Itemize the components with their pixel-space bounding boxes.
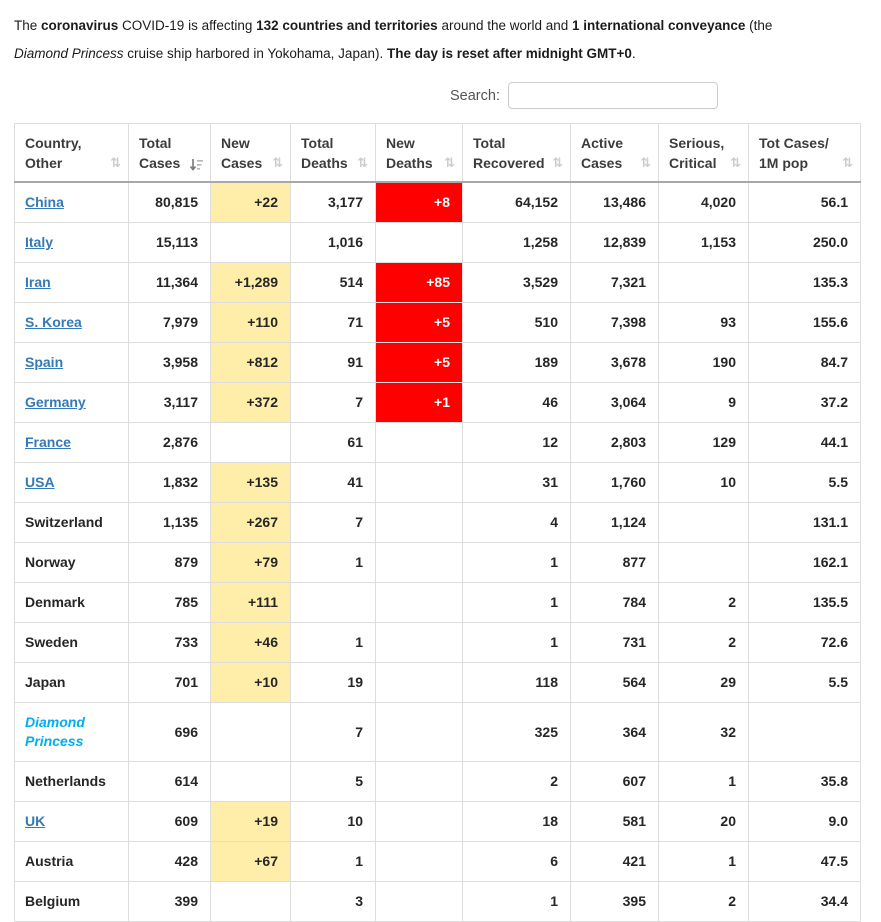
cell-total_recovered: 12	[463, 423, 571, 463]
cell-country	[15, 583, 129, 623]
cell-total_recovered: 1,258	[463, 223, 571, 263]
cell-tot_cases_1m: 37.2	[749, 383, 861, 423]
intro-segment: cruise ship harbored in Yokohama, Japan).	[123, 46, 387, 61]
table-row	[15, 663, 861, 703]
cell-serious_critical: 1	[659, 842, 749, 882]
column-header-label: Critical	[669, 155, 717, 171]
country-label: Norway	[25, 554, 76, 570]
cell-serious_critical: 129	[659, 423, 749, 463]
table-row	[15, 423, 861, 463]
country-link[interactable]: Iran	[25, 274, 51, 290]
cell-serious_critical: 9	[659, 383, 749, 423]
cell-tot_cases_1m: 72.6	[749, 623, 861, 663]
cell-total_deaths: 61	[291, 423, 376, 463]
cell-total_recovered: 2	[463, 762, 571, 802]
cell-total_recovered: 4	[463, 503, 571, 543]
country-link[interactable]: China	[25, 194, 64, 210]
intro-segment: 1 international conveyance	[572, 18, 746, 33]
covid-stats-table	[14, 123, 861, 922]
cell-new_deaths	[376, 423, 463, 463]
column-header-country[interactable]	[15, 124, 129, 183]
column-header-label: Active	[581, 135, 624, 151]
cell-new_deaths	[376, 623, 463, 663]
cell-new_cases: +19	[211, 802, 291, 842]
cell-new_cases: +110	[211, 303, 291, 343]
cell-total_deaths: 41	[291, 463, 376, 503]
ship-link[interactable]: Diamond Princess	[25, 714, 85, 749]
column-header-label: Cases	[139, 155, 181, 171]
table-row	[15, 703, 861, 762]
column-header-label: Total	[301, 135, 334, 151]
intro-segment: around the world and	[437, 18, 573, 33]
cell-serious_critical: 4,020	[659, 182, 749, 223]
cell-new_cases: +267	[211, 503, 291, 543]
intro-text	[14, 12, 774, 68]
cell-total_cases: 614	[129, 762, 211, 802]
search-row	[450, 82, 867, 109]
country-link[interactable]: Italy	[25, 234, 54, 250]
cell-serious_critical: 29	[659, 663, 749, 703]
cell-total_recovered: 3,529	[463, 263, 571, 303]
intro-segment: coronavirus	[41, 18, 119, 33]
table-row	[15, 182, 861, 223]
cell-total_cases: 11,364	[129, 263, 211, 303]
table-row	[15, 623, 861, 663]
cell-tot_cases_1m: 35.8	[749, 762, 861, 802]
intro-segment: Diamond Princess	[14, 46, 124, 61]
cell-total_recovered: 31	[463, 463, 571, 503]
column-header-label: Serious,	[669, 135, 725, 151]
cell-active_cases: 395	[571, 882, 659, 922]
cell-active_cases: 364	[571, 703, 659, 762]
search-label: Search:	[450, 87, 500, 104]
column-header-label: New	[221, 135, 250, 151]
table-header	[15, 124, 861, 183]
cell-total_cases: 2,876	[129, 423, 211, 463]
cell-total_deaths: 7	[291, 383, 376, 423]
sort-both-icon: ⇅	[552, 156, 563, 171]
cell-total_cases: 879	[129, 543, 211, 583]
cell-total_recovered: 1	[463, 623, 571, 663]
column-header-label: Cases	[221, 155, 263, 171]
cell-serious_critical: 10	[659, 463, 749, 503]
cell-tot_cases_1m: 5.5	[749, 463, 861, 503]
cell-total_deaths: 5	[291, 762, 376, 802]
cell-total_deaths: 19	[291, 663, 376, 703]
cell-new_deaths: +85	[376, 263, 463, 303]
column-header-new_cases[interactable]	[211, 124, 291, 183]
cell-serious_critical: 190	[659, 343, 749, 383]
cell-total_cases: 80,815	[129, 182, 211, 223]
cell-active_cases: 13,486	[571, 182, 659, 223]
cell-new_deaths	[376, 583, 463, 623]
cell-tot_cases_1m: 47.5	[749, 842, 861, 882]
country-label: Austria	[25, 853, 74, 869]
sort-both-icon: ⇅	[640, 156, 651, 171]
column-header-label: Tot Cases/	[759, 135, 829, 151]
country-link[interactable]: Germany	[25, 394, 86, 410]
cell-new_cases	[211, 762, 291, 802]
sort-both-icon: ⇅	[842, 156, 853, 171]
cell-active_cases: 2,803	[571, 423, 659, 463]
column-header-new_deaths[interactable]	[376, 124, 463, 183]
cell-tot_cases_1m: 162.1	[749, 543, 861, 583]
cell-country	[15, 463, 129, 503]
cell-serious_critical: 20	[659, 802, 749, 842]
cell-tot_cases_1m	[749, 703, 861, 762]
cell-total_deaths: 71	[291, 303, 376, 343]
cell-serious_critical: 1	[659, 762, 749, 802]
cell-new_cases	[211, 882, 291, 922]
sort-both-icon: ⇅	[730, 156, 741, 171]
cell-total_deaths: 1,016	[291, 223, 376, 263]
cell-new_cases	[211, 423, 291, 463]
cell-tot_cases_1m: 56.1	[749, 182, 861, 223]
cell-active_cases: 784	[571, 583, 659, 623]
column-header-label: Cases	[581, 155, 623, 171]
cell-new_deaths	[376, 463, 463, 503]
cell-total_recovered: 6	[463, 842, 571, 882]
cell-country	[15, 663, 129, 703]
table-row	[15, 802, 861, 842]
cell-total_deaths: 7	[291, 503, 376, 543]
cell-new_deaths	[376, 223, 463, 263]
cell-new_deaths	[376, 802, 463, 842]
cell-total_recovered: 1	[463, 543, 571, 583]
column-header-label: Deaths	[386, 155, 433, 171]
country-link[interactable]: France	[25, 434, 71, 450]
cell-country	[15, 383, 129, 423]
cell-country	[15, 543, 129, 583]
table-row	[15, 842, 861, 882]
sort-both-icon: ⇅	[444, 156, 455, 171]
country-link[interactable]: S. Korea	[25, 314, 82, 330]
cell-total_deaths: 1	[291, 543, 376, 583]
cell-new_deaths	[376, 762, 463, 802]
cell-active_cases: 3,678	[571, 343, 659, 383]
cell-tot_cases_1m: 135.3	[749, 263, 861, 303]
cell-total_recovered: 18	[463, 802, 571, 842]
cell-new_cases: +67	[211, 842, 291, 882]
column-header-label: Other	[25, 155, 63, 171]
column-header-total_recovered[interactable]	[463, 124, 571, 183]
main-page	[0, 12, 881, 922]
intro-segment: 132 countries and territories	[256, 18, 438, 33]
cell-total_cases: 785	[129, 583, 211, 623]
column-header-label: Recovered	[473, 155, 545, 171]
cell-new_cases: +135	[211, 463, 291, 503]
cell-active_cases: 7,398	[571, 303, 659, 343]
cell-total_cases: 733	[129, 623, 211, 663]
cell-tot_cases_1m: 84.7	[749, 343, 861, 383]
cell-serious_critical: 2	[659, 882, 749, 922]
cell-total_cases: 3,117	[129, 383, 211, 423]
cell-serious_critical	[659, 503, 749, 543]
cell-active_cases: 7,321	[571, 263, 659, 303]
cell-total_deaths: 3	[291, 882, 376, 922]
sort-both-icon: ⇅	[357, 156, 368, 171]
cell-tot_cases_1m: 44.1	[749, 423, 861, 463]
cell-new_cases: +812	[211, 343, 291, 383]
cell-active_cases: 3,064	[571, 383, 659, 423]
country-label: Sweden	[25, 634, 78, 650]
column-header-label: New	[386, 135, 415, 151]
column-header-total_deaths[interactable]	[291, 124, 376, 183]
cell-country	[15, 303, 129, 343]
cell-serious_critical	[659, 263, 749, 303]
cell-tot_cases_1m: 5.5	[749, 663, 861, 703]
cell-new_cases	[211, 223, 291, 263]
cell-country	[15, 842, 129, 882]
cell-total_cases: 701	[129, 663, 211, 703]
cell-total_cases: 1,135	[129, 503, 211, 543]
country-link[interactable]: Spain	[25, 354, 64, 370]
cell-total_recovered: 189	[463, 343, 571, 383]
cell-active_cases: 564	[571, 663, 659, 703]
cell-new_cases: +372	[211, 383, 291, 423]
cell-tot_cases_1m: 131.1	[749, 503, 861, 543]
cell-country	[15, 343, 129, 383]
cell-country	[15, 263, 129, 303]
country-label: Belgium	[25, 893, 81, 909]
cell-serious_critical: 2	[659, 583, 749, 623]
sort-both-icon: ⇅	[272, 156, 283, 171]
table-row	[15, 882, 861, 922]
cell-total_deaths: 514	[291, 263, 376, 303]
table-row	[15, 383, 861, 423]
cell-tot_cases_1m: 155.6	[749, 303, 861, 343]
search-input[interactable]	[508, 82, 718, 109]
cell-serious_critical: 32	[659, 703, 749, 762]
cell-new_cases: +10	[211, 663, 291, 703]
cell-total_deaths: 7	[291, 703, 376, 762]
cell-tot_cases_1m: 250.0	[749, 223, 861, 263]
column-header-label: Country,	[25, 135, 82, 151]
cell-active_cases: 731	[571, 623, 659, 663]
cell-country	[15, 623, 129, 663]
cell-new_deaths	[376, 503, 463, 543]
cell-total_deaths: 91	[291, 343, 376, 383]
intro-segment: .	[631, 46, 636, 61]
intro-segment: The day is reset after midnight GMT+0	[386, 46, 632, 61]
cell-new_cases: +111	[211, 583, 291, 623]
cell-total_recovered: 118	[463, 663, 571, 703]
cell-total_cases: 3,958	[129, 343, 211, 383]
cell-serious_critical	[659, 543, 749, 583]
table-row	[15, 303, 861, 343]
cell-new_deaths	[376, 703, 463, 762]
table-row	[15, 503, 861, 543]
cell-total_recovered: 1	[463, 882, 571, 922]
country-label: Netherlands	[25, 773, 106, 789]
column-header-label: 1M pop	[759, 155, 808, 171]
cell-total_cases: 609	[129, 802, 211, 842]
column-header-total_cases[interactable]	[129, 124, 211, 183]
cell-new_deaths: +5	[376, 303, 463, 343]
column-header-tot_cases_1m[interactable]	[749, 124, 861, 183]
cell-active_cases: 877	[571, 543, 659, 583]
intro-segment: COVID-19 is affecting	[118, 18, 257, 33]
table-row	[15, 543, 861, 583]
cell-country	[15, 703, 129, 762]
cell-total_cases: 696	[129, 703, 211, 762]
cell-new_deaths: +5	[376, 343, 463, 383]
cell-country	[15, 182, 129, 223]
cell-total_recovered: 1	[463, 583, 571, 623]
cell-new_deaths	[376, 543, 463, 583]
table-row	[15, 223, 861, 263]
cell-total_deaths: 1	[291, 842, 376, 882]
table-row	[15, 583, 861, 623]
cell-country	[15, 762, 129, 802]
cell-active_cases: 421	[571, 842, 659, 882]
cell-new_deaths	[376, 663, 463, 703]
country-label: Japan	[25, 674, 66, 690]
cell-total_cases: 7,979	[129, 303, 211, 343]
cell-country	[15, 223, 129, 263]
cell-new_deaths: +8	[376, 182, 463, 223]
column-header-serious_critical[interactable]	[659, 124, 749, 183]
cell-serious_critical: 2	[659, 623, 749, 663]
cell-new_cases: +1,289	[211, 263, 291, 303]
cell-total_cases: 15,113	[129, 223, 211, 263]
cell-total_deaths: 10	[291, 802, 376, 842]
country-link[interactable]: USA	[25, 474, 55, 490]
cell-total_deaths	[291, 583, 376, 623]
cell-total_deaths: 3,177	[291, 182, 376, 223]
column-header-label: Deaths	[301, 155, 348, 171]
cell-new_cases: +46	[211, 623, 291, 663]
intro-segment: (the	[745, 18, 773, 33]
cell-serious_critical: 93	[659, 303, 749, 343]
table-row	[15, 263, 861, 303]
cell-active_cases: 581	[571, 802, 659, 842]
column-header-label: Total	[473, 135, 506, 151]
cell-new_cases	[211, 703, 291, 762]
cell-total_recovered: 510	[463, 303, 571, 343]
cell-total_cases: 428	[129, 842, 211, 882]
cell-total_cases: 399	[129, 882, 211, 922]
sort-desc-icon	[189, 158, 204, 172]
country-label: Switzerland	[25, 514, 103, 530]
cell-active_cases: 607	[571, 762, 659, 802]
cell-total_recovered: 64,152	[463, 182, 571, 223]
column-header-label: Total	[139, 135, 172, 151]
cell-new_deaths	[376, 882, 463, 922]
cell-total_cases: 1,832	[129, 463, 211, 503]
cell-new_deaths	[376, 842, 463, 882]
intro-segment: The	[14, 18, 42, 33]
cell-country	[15, 882, 129, 922]
table-row	[15, 343, 861, 383]
cell-tot_cases_1m: 135.5	[749, 583, 861, 623]
cell-country	[15, 503, 129, 543]
cell-new_cases: +79	[211, 543, 291, 583]
cell-country	[15, 423, 129, 463]
cell-country	[15, 802, 129, 842]
cell-total_deaths: 1	[291, 623, 376, 663]
cell-new_cases: +22	[211, 182, 291, 223]
cell-serious_critical: 1,153	[659, 223, 749, 263]
table-row	[15, 762, 861, 802]
cell-new_deaths: +1	[376, 383, 463, 423]
cell-active_cases: 1,760	[571, 463, 659, 503]
cell-active_cases: 12,839	[571, 223, 659, 263]
cell-tot_cases_1m: 34.4	[749, 882, 861, 922]
country-label: Denmark	[25, 594, 85, 610]
table-row	[15, 463, 861, 503]
cell-total_recovered: 46	[463, 383, 571, 423]
cell-active_cases: 1,124	[571, 503, 659, 543]
country-link[interactable]: UK	[25, 813, 46, 829]
cell-tot_cases_1m: 9.0	[749, 802, 861, 842]
column-header-active_cases[interactable]	[571, 124, 659, 183]
cell-total_recovered: 325	[463, 703, 571, 762]
sort-both-icon: ⇅	[110, 156, 121, 171]
